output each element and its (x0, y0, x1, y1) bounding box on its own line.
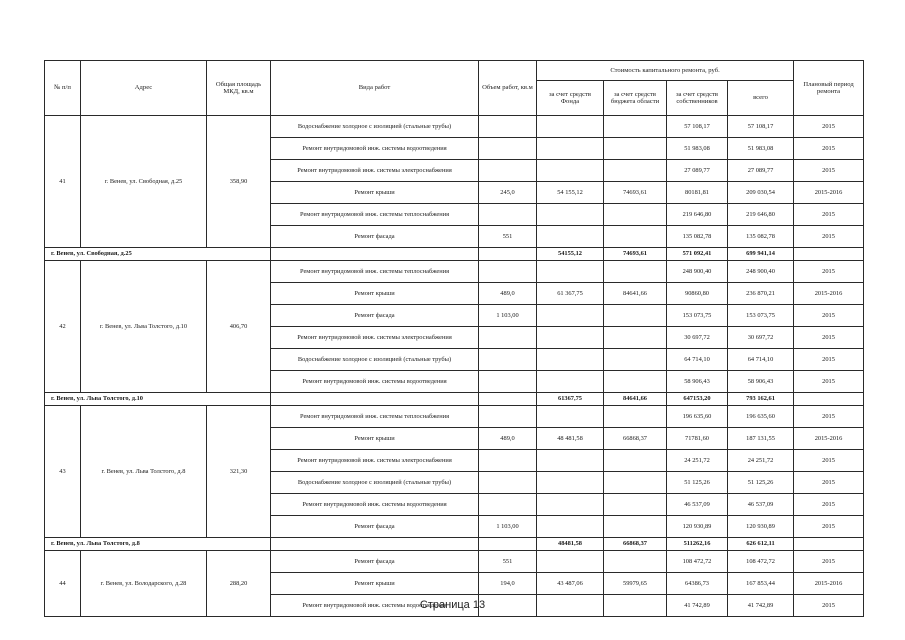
repair-period: 2015 (794, 116, 864, 138)
work-type: Ремонт крыши (271, 573, 479, 595)
cost-total: 51 983,08 (728, 138, 794, 160)
repair-period: 2015 (794, 160, 864, 182)
total-empty-period (794, 538, 864, 551)
table-row (45, 261, 864, 283)
row-number: 41 (45, 116, 81, 248)
cost-total: 219 646,80 (728, 204, 794, 226)
work-type: Ремонт фасада (271, 305, 479, 327)
repair-period: 2015-2016 (794, 283, 864, 305)
total-empty-work (271, 538, 479, 551)
total-budget: 84641,66 (604, 393, 667, 406)
house-area: 406,70 (207, 261, 271, 393)
total-own: 647153,20 (667, 393, 728, 406)
repair-period: 2015 (794, 494, 864, 516)
work-volume: 489,0 (479, 283, 537, 305)
row-number: 43 (45, 406, 81, 538)
work-volume: 194,0 (479, 573, 537, 595)
cost-fund (537, 204, 604, 226)
cost-budget (604, 472, 667, 494)
repair-period: 2015 (794, 349, 864, 371)
header-fund: за счет средств Фонда (537, 81, 604, 116)
house-address: г. Венев, ул. Льва Толстого, д.10 (81, 261, 207, 393)
cost-fund (537, 327, 604, 349)
repair-schedule-sheet (44, 60, 854, 617)
work-type: Ремонт внутридомовой инж. системы водоотведения (271, 595, 479, 617)
work-volume (479, 204, 537, 226)
cost-own: 24 251,72 (667, 450, 728, 472)
cost-total: 58 906,43 (728, 371, 794, 393)
cost-fund (537, 406, 604, 428)
cost-budget (604, 261, 667, 283)
cost-own: 57 108,17 (667, 116, 728, 138)
work-volume: 1 103,00 (479, 305, 537, 327)
cost-own: 248 900,40 (667, 261, 728, 283)
repair-period: 2015-2016 (794, 428, 864, 450)
cost-total: 57 108,17 (728, 116, 794, 138)
work-type: Ремонт внутридомовой инж. системы теплоснабжения (271, 204, 479, 226)
work-type: Ремонт фасада (271, 551, 479, 573)
cost-budget: 66868,37 (604, 428, 667, 450)
work-volume: 245,0 (479, 182, 537, 204)
repair-period: 2015 (794, 516, 864, 538)
cost-total: 51 125,26 (728, 472, 794, 494)
total-empty-volume (479, 538, 537, 551)
cost-total: 120 930,89 (728, 516, 794, 538)
total-fund: 48481,58 (537, 538, 604, 551)
repair-period: 2015-2016 (794, 573, 864, 595)
cost-fund: 54 155,12 (537, 182, 604, 204)
repair-period: 2015-2016 (794, 182, 864, 204)
work-type: Ремонт фасада (271, 226, 479, 248)
cost-fund (537, 138, 604, 160)
page-number: Страница 13 (419, 599, 486, 611)
cost-fund (537, 551, 604, 573)
cost-total: 46 537,09 (728, 494, 794, 516)
cost-own: 41 742,89 (667, 595, 728, 617)
header-total: всего (728, 81, 794, 116)
cost-fund (537, 450, 604, 472)
cost-own: 51 983,08 (667, 138, 728, 160)
repair-period: 2015 (794, 204, 864, 226)
repair-period: 2015 (794, 450, 864, 472)
cost-fund (537, 494, 604, 516)
cost-total: 30 697,72 (728, 327, 794, 349)
repair-period: 2015 (794, 327, 864, 349)
cost-own: 51 125,26 (667, 472, 728, 494)
cost-budget (604, 450, 667, 472)
cost-budget (604, 371, 667, 393)
cost-budget (604, 551, 667, 573)
total-empty-work (271, 393, 479, 406)
work-type: Ремонт внутридомовой инж. системы электроснабжения (271, 327, 479, 349)
cost-budget (604, 116, 667, 138)
total-empty-volume (479, 248, 537, 261)
total-own: 511262,16 (667, 538, 728, 551)
work-type: Водоснабжение холодное с изоляцией (стальные трубы) (271, 116, 479, 138)
work-type: Водоснабжение холодное с изоляцией (стальные трубы) (271, 349, 479, 371)
work-volume: 551 (479, 551, 537, 573)
work-volume (479, 494, 537, 516)
cost-own: 135 082,78 (667, 226, 728, 248)
cost-own: 46 537,09 (667, 494, 728, 516)
house-address: г. Венев, ул. Льва Толстого, д.8 (81, 406, 207, 538)
header-address: Адрес (81, 61, 207, 116)
cost-fund: 61 367,75 (537, 283, 604, 305)
table-row (45, 116, 864, 138)
work-volume (479, 406, 537, 428)
table-row (45, 551, 864, 573)
total-row (45, 248, 864, 261)
cost-total: 108 472,72 (728, 551, 794, 573)
cost-fund (537, 160, 604, 182)
work-type: Ремонт фасада (271, 516, 479, 538)
cost-total: 153 073,75 (728, 305, 794, 327)
cost-own: 196 635,60 (667, 406, 728, 428)
cost-own: 64386,73 (667, 573, 728, 595)
work-type: Ремонт крыши (271, 428, 479, 450)
total-fund: 61367,75 (537, 393, 604, 406)
total-row (45, 538, 864, 551)
cost-budget (604, 204, 667, 226)
cost-fund (537, 371, 604, 393)
work-type: Ремонт внутридомовой инж. системы водоотведения (271, 494, 479, 516)
header-budget: за счет средств бюджета области (604, 81, 667, 116)
cost-budget (604, 516, 667, 538)
cost-own: 58 906,43 (667, 371, 728, 393)
cost-total: 236 870,21 (728, 283, 794, 305)
repair-period: 2015 (794, 472, 864, 494)
header-own: за счет средств собственников (667, 81, 728, 116)
cost-own: 80181,81 (667, 182, 728, 204)
work-volume (479, 450, 537, 472)
work-volume (479, 349, 537, 371)
total-row (45, 393, 864, 406)
total-label: г. Венев, ул. Свободная, д.25 (45, 248, 271, 261)
work-type: Ремонт внутридомовой инж. системы электроснабжения (271, 450, 479, 472)
house-address: г. Венев, ул. Володарского, д.28 (81, 551, 207, 617)
cost-fund (537, 516, 604, 538)
header-area: Общая площадь МКД, кв.м (207, 61, 271, 116)
cost-total: 24 251,72 (728, 450, 794, 472)
house-address: г. Венев, ул. Свободная, д.25 (81, 116, 207, 248)
total-fund: 54155,12 (537, 248, 604, 261)
cost-own: 90860,80 (667, 283, 728, 305)
cost-fund: 43 487,06 (537, 573, 604, 595)
header-work-type: Вида работ (271, 61, 479, 116)
total-sum: 793 162,61 (728, 393, 794, 406)
capital-repair-table (44, 60, 864, 617)
work-volume: 1 103,00 (479, 516, 537, 538)
cost-fund (537, 305, 604, 327)
total-budget: 66868,37 (604, 538, 667, 551)
work-volume (479, 261, 537, 283)
work-type: Ремонт внутридомовой инж. системы электроснабжения (271, 160, 479, 182)
cost-budget: 74693,61 (604, 182, 667, 204)
cost-fund (537, 226, 604, 248)
cost-budget (604, 327, 667, 349)
cost-total: 27 089,77 (728, 160, 794, 182)
table-body (45, 116, 864, 617)
header-period: Плановый период ремонта (794, 61, 864, 116)
cost-fund (537, 472, 604, 494)
work-volume (479, 371, 537, 393)
work-type: Ремонт внутридомовой инж. системы водоотведения (271, 138, 479, 160)
cost-total: 196 635,60 (728, 406, 794, 428)
cost-budget (604, 406, 667, 428)
cost-total: 64 714,10 (728, 349, 794, 371)
cost-total: 41 742,89 (728, 595, 794, 617)
total-empty-period (794, 393, 864, 406)
total-sum: 699 941,14 (728, 248, 794, 261)
work-type: Ремонт внутридомовой инж. системы теплоснабжения (271, 261, 479, 283)
cost-own: 27 089,77 (667, 160, 728, 182)
repair-period: 2015 (794, 138, 864, 160)
repair-period: 2015 (794, 371, 864, 393)
cost-budget (604, 349, 667, 371)
cost-budget: 59979,65 (604, 573, 667, 595)
header-cost-group: Стоимость капитального ремонта, руб. (537, 61, 794, 81)
cost-fund (537, 116, 604, 138)
header-num: № п/п (45, 61, 81, 116)
work-volume: 489,0 (479, 428, 537, 450)
work-type: Ремонт крыши (271, 283, 479, 305)
total-label: г. Венев, ул. Льва Толстого, д.8 (45, 538, 271, 551)
work-type: Водоснабжение холодное с изоляцией (стальные трубы) (271, 472, 479, 494)
total-budget: 74693,61 (604, 248, 667, 261)
house-area: 288,20 (207, 551, 271, 617)
cost-budget (604, 305, 667, 327)
work-volume (479, 327, 537, 349)
repair-period: 2015 (794, 305, 864, 327)
cost-own: 30 697,72 (667, 327, 728, 349)
repair-period: 2015 (794, 595, 864, 617)
table-header (45, 61, 864, 116)
cost-total: 248 900,40 (728, 261, 794, 283)
cost-budget: 84641,66 (604, 283, 667, 305)
work-type: Ремонт внутридомовой инж. системы водоотведения (271, 371, 479, 393)
work-volume (479, 138, 537, 160)
cost-total: 209 030,54 (728, 182, 794, 204)
header-volume: Объем работ, кв.м (479, 61, 537, 116)
repair-period: 2015 (794, 551, 864, 573)
cost-own: 64 714,10 (667, 349, 728, 371)
work-volume: 551 (479, 226, 537, 248)
work-type: Ремонт внутридомовой инж. системы теплоснабжения (271, 406, 479, 428)
table-row (45, 406, 864, 428)
work-volume (479, 160, 537, 182)
cost-budget (604, 138, 667, 160)
repair-period: 2015 (794, 261, 864, 283)
cost-total: 167 853,44 (728, 573, 794, 595)
work-type: Ремонт крыши (271, 182, 479, 204)
cost-total: 187 131,55 (728, 428, 794, 450)
work-volume (479, 472, 537, 494)
cost-fund: 48 481,58 (537, 428, 604, 450)
cost-own: 153 073,75 (667, 305, 728, 327)
cost-fund (537, 349, 604, 371)
house-area: 321,30 (207, 406, 271, 538)
cost-budget (604, 494, 667, 516)
cost-own: 219 646,80 (667, 204, 728, 226)
cost-own: 71781,60 (667, 428, 728, 450)
total-sum: 626 612,11 (728, 538, 794, 551)
house-area: 358,90 (207, 116, 271, 248)
cost-budget (604, 160, 667, 182)
total-empty-work (271, 248, 479, 261)
cost-fund (537, 261, 604, 283)
cost-total: 135 082,78 (728, 226, 794, 248)
row-number: 42 (45, 261, 81, 393)
total-own: 571 092,41 (667, 248, 728, 261)
work-volume (479, 116, 537, 138)
row-number: 44 (45, 551, 81, 617)
cost-own: 108 472,72 (667, 551, 728, 573)
cost-budget (604, 226, 667, 248)
repair-period: 2015 (794, 406, 864, 428)
repair-period: 2015 (794, 226, 864, 248)
cost-own: 120 930,89 (667, 516, 728, 538)
total-label: г. Венев, ул. Льва Толстого, д.10 (45, 393, 271, 406)
total-empty-volume (479, 393, 537, 406)
total-empty-period (794, 248, 864, 261)
